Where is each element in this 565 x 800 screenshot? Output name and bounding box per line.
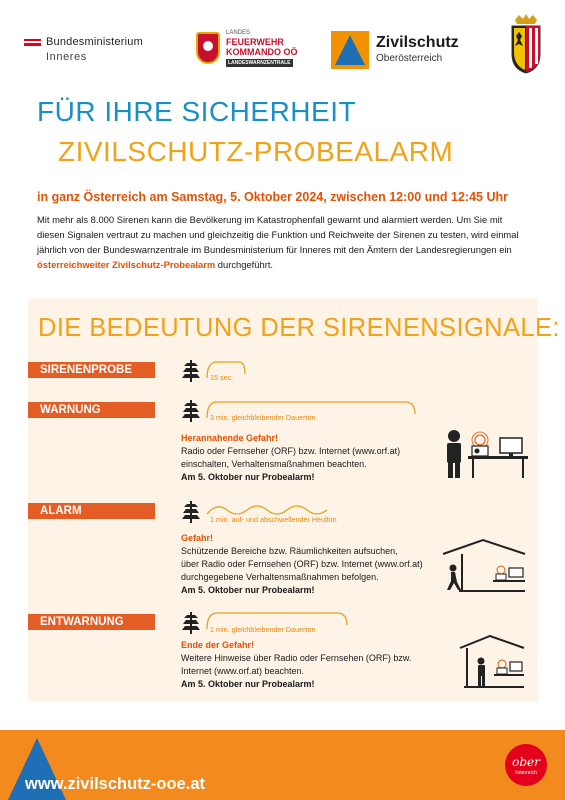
- oberoesterreich-badge-icon: [505, 744, 547, 786]
- headline-line1: FÜR IHRE SICHERHEIT: [37, 96, 357, 127]
- warnung-head: Herannahende Gefahr!: [181, 433, 279, 443]
- warnung-description: [181, 432, 400, 484]
- entwarnung-description: [181, 639, 411, 691]
- alarm-body2: über Radio oder Fernsehen (ORF) bzw. Internet (www.orf.at): [181, 559, 423, 569]
- person-radio-tv-illustration: [440, 426, 530, 482]
- badge-line2: österreich: [515, 770, 537, 776]
- label-alarm: ALARM: [28, 503, 155, 519]
- alarm-duration: 1 min. auf- und abschwellender Heulton: [210, 515, 337, 524]
- footer-bar: [0, 730, 565, 800]
- fw-line3: LANDESWARNZENTRALE: [228, 60, 291, 66]
- fw-line1: FEUERWEHR: [226, 37, 284, 47]
- warnung-note: Am 5. Oktober nur Probealarm!: [181, 472, 315, 482]
- logo-zivilschutz: [331, 31, 481, 71]
- upper-austria-coat-of-arms-icon: [509, 14, 543, 74]
- siren-icon: [181, 501, 201, 523]
- alarm-body3: durchgegebene Verhaltensmaßnahmen befolgen.: [181, 572, 379, 582]
- entwarnung-body1: Weitere Hinweise über Radio oder Fernsehen (ORF) bzw.: [181, 653, 412, 663]
- alarm-description: [181, 532, 423, 597]
- footer-website-link[interactable]: www.zivilschutz-ooe.at: [25, 775, 205, 793]
- signals-panel: [28, 298, 560, 702]
- sirenenprobe-duration: 15 sec.: [210, 373, 234, 382]
- siren-icon: [181, 612, 201, 634]
- zivilschutz-triangle-icon: [331, 31, 369, 69]
- date-subline: in ganz Österreich am Samstag, 5. Oktober 2024, zwischen 12:00 und 12:45 Uhr: [37, 190, 509, 204]
- house-person-radio-illustration: [458, 634, 528, 692]
- headline-line2: ZIVILSCHUTZ-PROBEALARM: [58, 136, 454, 167]
- warnung-duration: 3 min. gleichbleibender Dauerton: [210, 413, 316, 422]
- label-entwarnung: ENTWARNUNG: [28, 614, 155, 630]
- house-person-entering-illustration: [441, 538, 526, 594]
- intro-tail: durchgeführt.: [215, 259, 274, 270]
- warnung-body1: Radio oder Fernseher (ORF) bzw. Internet (www.orf.at): [181, 446, 401, 456]
- signals-title: DIE BEDEUTUNG DER SIRENENSIGNALE:: [38, 314, 560, 342]
- intro-highlight: österreichweiter Zivilschutz-Probealarm: [37, 259, 216, 270]
- zivilschutz-line1: Zivilschutz: [376, 34, 459, 51]
- alarm-body1: Schützende Bereiche bzw. Räumlichkeiten aufsuchen,: [181, 546, 398, 556]
- siren-icon: [181, 360, 201, 382]
- intro-text: Mit mehr als 8.000 Sirenen kann die Bevölkerung im Katastrophenfall gewarnt und alarmiert werden. Um Sie mit diesen Signalen vertraut zu machen und gleichzeitig die Funktion und Reichweite der Sirenen zu testen, wird einmal jährlich von der Bundeswarnzentrale im Bundesministerium für Inneres mit den Ämtern der Landesregierungen ein: [37, 214, 519, 255]
- entwarnung-body2: Internet (www.orf.at) beachten.: [181, 666, 305, 676]
- entwarnung-note: Am 5. Oktober nur Probealarm!: [181, 679, 315, 689]
- fw-small-label: LANDES: [226, 30, 251, 36]
- bmi-line2: Inneres: [46, 51, 87, 63]
- entwarnung-duration: 1 min. gleichbleibender Dauerton: [210, 625, 316, 634]
- siren-icon: [181, 400, 201, 422]
- label-warnung: WARNUNG: [28, 402, 155, 418]
- warnung-body2: einschalten, Verhaltensmaßnahmen beachten.: [181, 459, 367, 469]
- zivilschutz-line2: Oberösterreich: [376, 53, 443, 64]
- fw-line2: KOMMANDO OÖ: [226, 47, 298, 57]
- label-sirenenprobe: SIRENENPROBE: [28, 362, 155, 378]
- austria-flag-icon: [24, 39, 41, 46]
- bmi-line1: Bundesministerium: [46, 36, 143, 48]
- logo-feuerwehr-kommando: [196, 30, 306, 70]
- alarm-note: Am 5. Oktober nur Probealarm!: [181, 585, 315, 595]
- intro-paragraph: [37, 212, 532, 272]
- fire-brigade-crest-icon: [196, 32, 220, 64]
- alarm-head: Gefahr!: [181, 533, 214, 543]
- logo-bundesministerium-inneres: [24, 36, 174, 66]
- entwarnung-head: Ende der Gefahr!: [181, 640, 255, 650]
- badge-line1: ober: [512, 755, 540, 769]
